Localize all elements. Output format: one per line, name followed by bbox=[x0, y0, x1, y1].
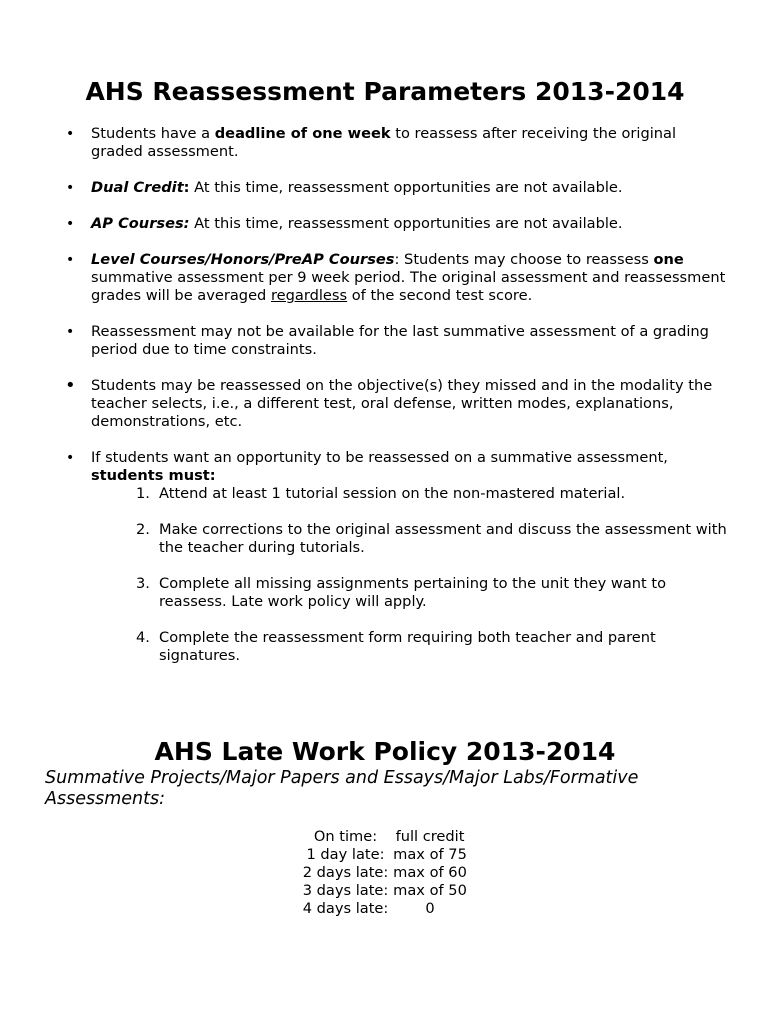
dual-credit-label: Dual Credit bbox=[91, 179, 184, 196]
bullet-text: Students have a bbox=[91, 125, 215, 142]
bullet-icon: • bbox=[65, 375, 76, 396]
step-text: Complete all missing assignments pertaining to the unit they want to reassess. Late work policy will apply. bbox=[159, 575, 667, 610]
bullet-text: Reassessment may not be available for the last summative assessment of a grading period due to time constraints. bbox=[91, 323, 709, 358]
late-work-table bbox=[300, 828, 469, 918]
step-number: 2. bbox=[136, 521, 150, 538]
list-item bbox=[0, 125, 770, 161]
step-number: 4. bbox=[136, 629, 150, 646]
table-row bbox=[300, 864, 469, 882]
list-item bbox=[0, 251, 770, 305]
bullet-text: of the second test score. bbox=[347, 287, 533, 304]
list-item bbox=[0, 449, 770, 665]
step-number: 3. bbox=[136, 575, 150, 592]
list-item bbox=[91, 575, 730, 611]
table-row bbox=[300, 900, 469, 918]
step-text: Make corrections to the original assessment and discuss the assessment with the teacher during tutorials. bbox=[159, 521, 727, 556]
table-row bbox=[300, 882, 469, 900]
bullet-icon: • bbox=[66, 216, 75, 232]
list-item bbox=[91, 521, 730, 557]
step-text: Complete the reassessment form requiring both teacher and parent signatures. bbox=[159, 629, 656, 664]
late-work-title: AHS Late Work Policy 2013-2014 bbox=[154, 737, 616, 766]
bullet-text: summative assessment per 9 week period. The original assessment and reassessment grades will be averaged bbox=[91, 269, 726, 304]
step-text: Attend at least 1 tutorial session on the non-mastered material. bbox=[159, 485, 626, 502]
lateness-cell: 2 days late: bbox=[302, 864, 389, 881]
credit-cell: max of 75 bbox=[393, 846, 467, 863]
bullet-text: If students want an opportunity to be reassessed on a summative assessment, bbox=[91, 449, 668, 466]
bullet-icon: • bbox=[66, 450, 75, 466]
table-row bbox=[300, 828, 469, 846]
bullet-icon: • bbox=[66, 324, 75, 340]
list-item bbox=[91, 629, 730, 665]
table-row bbox=[300, 846, 469, 864]
bullet-text: At this time, reassessment opportunities are not available. bbox=[189, 179, 623, 196]
bullet-text: At this time, reassessment opportunities are not available. bbox=[189, 215, 623, 232]
requirements-list bbox=[91, 485, 730, 665]
reassessment-title: AHS Reassessment Parameters 2013-2014 bbox=[85, 77, 685, 106]
label-colon: : bbox=[183, 179, 190, 196]
bullet-icon: • bbox=[66, 180, 75, 196]
students-must-label: students must: bbox=[91, 467, 216, 484]
step-number: 1. bbox=[136, 485, 150, 502]
list-item bbox=[0, 377, 770, 431]
bullet-icon: • bbox=[66, 252, 75, 268]
lateness-cell: 3 days late: bbox=[302, 882, 389, 899]
lateness-cell: 4 days late: bbox=[302, 900, 389, 917]
credit-cell: max of 60 bbox=[393, 864, 467, 881]
bullet-text: : Students may choose to reassess bbox=[394, 251, 654, 268]
credit-cell: 0 bbox=[425, 900, 435, 917]
credit-cell: full credit bbox=[395, 828, 465, 845]
level-courses-label: Level Courses/Honors/PreAP Courses bbox=[91, 251, 395, 268]
late-work-subtitle: Summative Projects/Major Papers and Essays/Major Labs/Formative Assessments: bbox=[45, 768, 639, 809]
list-item bbox=[0, 215, 770, 233]
one-emphasis: one bbox=[653, 251, 684, 268]
regardless-underlined: regardless bbox=[270, 287, 348, 304]
list-item bbox=[0, 179, 770, 197]
deadline-emphasis: deadline of one week bbox=[214, 125, 391, 142]
list-item bbox=[0, 323, 770, 359]
list-item bbox=[91, 485, 730, 503]
reassessment-parameters-list bbox=[0, 125, 770, 665]
credit-cell: max of 50 bbox=[393, 882, 467, 899]
lateness-cell: 1 day late: bbox=[306, 846, 385, 863]
bullet-icon: • bbox=[66, 126, 75, 142]
bullet-text: Students may be reassessed on the objective(s) they missed and in the modality the teacher selects, i.e., a different test, oral defense, written modes, explanations, demonstrations, etc. bbox=[91, 377, 713, 430]
lateness-cell: On time: bbox=[313, 828, 378, 845]
bullet-text: to reassess after receiving the original graded assessment. bbox=[91, 125, 677, 160]
ap-courses-label: AP Courses: bbox=[91, 215, 190, 232]
